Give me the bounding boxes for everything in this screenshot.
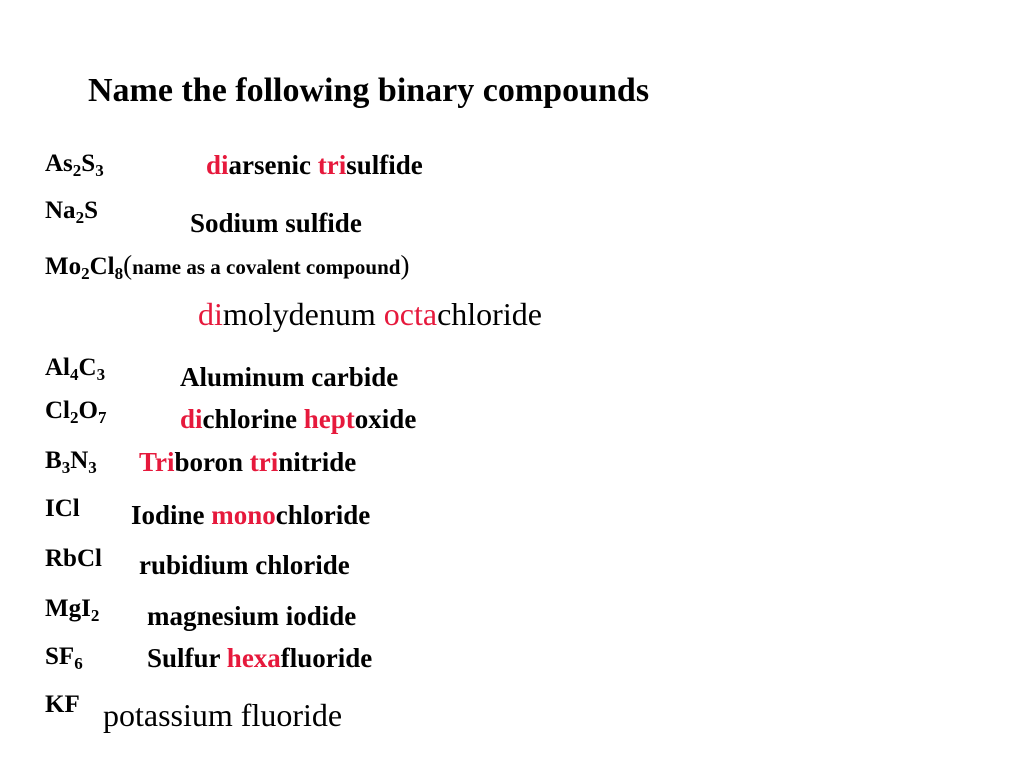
- element-symbol: Al: [45, 354, 70, 381]
- subscript: 2: [90, 606, 100, 625]
- answer-icl: [131, 500, 370, 531]
- formula-mo2cl8-symbol: [45, 253, 124, 283]
- subscript: 3: [88, 458, 97, 477]
- prefix-highlight: tri: [317, 150, 347, 180]
- answer-rbcl: [139, 550, 350, 581]
- element-symbol: Cl: [45, 397, 70, 424]
- formula-kf: [45, 691, 80, 719]
- name-text: chloride: [275, 500, 371, 530]
- subscript: 8: [114, 264, 124, 283]
- prefix-highlight: hept: [303, 404, 355, 434]
- name-text: magnesium iodide: [147, 601, 357, 631]
- answer-mo2cl8: [198, 296, 542, 333]
- prefix-highlight: hexa: [226, 643, 281, 673]
- page-title: Name the following binary compounds: [88, 72, 650, 109]
- element-symbol: Cl: [89, 253, 115, 280]
- element-symbol: N: [70, 447, 89, 474]
- subscript: 6: [74, 654, 83, 673]
- covalent-note: name as a covalent compound: [132, 255, 401, 279]
- formula-mo2cl8: [45, 250, 409, 281]
- answer-mgi2: [147, 601, 356, 632]
- prefix-highlight: tri: [249, 447, 279, 477]
- name-text: Aluminum carbide: [180, 362, 399, 392]
- element-symbol: S: [84, 197, 98, 224]
- answer-b3n3: [139, 447, 356, 478]
- subscript: 3: [95, 161, 104, 180]
- element-symbol: C: [78, 354, 97, 381]
- name-text: boron: [174, 447, 250, 477]
- element-symbol: SF: [45, 643, 75, 670]
- answer-sf6: [147, 643, 372, 674]
- prefix-highlight: octa: [383, 296, 438, 332]
- prefix-highlight: di: [180, 404, 203, 434]
- answer-cl2o7: [180, 404, 416, 435]
- subscript: 2: [72, 161, 82, 180]
- prefix-highlight: Tri: [139, 447, 175, 477]
- name-text: oxide: [354, 404, 417, 434]
- element-symbol: S: [81, 150, 96, 177]
- element-symbol: Na: [45, 197, 76, 224]
- answer-kf: [103, 697, 342, 734]
- subscript: 2: [81, 264, 90, 283]
- element-symbol: ICl: [45, 495, 80, 522]
- prefix-highlight: mono: [211, 500, 276, 530]
- note-open-paren: (: [123, 250, 133, 280]
- subscript: 3: [96, 365, 106, 384]
- prefix-highlight: di: [198, 296, 223, 332]
- name-text: sulfide: [346, 150, 423, 180]
- name-text: molydenum: [222, 296, 384, 332]
- answer-al4c3: [180, 362, 398, 393]
- formula-na2s: [45, 197, 98, 225]
- formula-icl: [45, 495, 80, 523]
- formula-as2s3: [45, 150, 104, 178]
- element-symbol: RbCl: [45, 545, 102, 572]
- element-symbol: MgI: [45, 595, 91, 622]
- name-text: Iodine: [131, 500, 212, 530]
- subscript: 4: [70, 365, 79, 384]
- name-text: nitride: [278, 447, 357, 477]
- formula-cl2o7: [45, 397, 106, 425]
- element-symbol: As: [45, 150, 73, 177]
- element-symbol: Mo: [45, 253, 82, 280]
- element-symbol: B: [45, 447, 62, 474]
- name-text: arsenic: [228, 150, 318, 180]
- subscript: 3: [61, 458, 71, 477]
- element-symbol: KF: [45, 691, 80, 718]
- name-text: Sodium sulfide: [190, 208, 362, 238]
- element-symbol: O: [78, 397, 98, 424]
- name-text: chlorine: [202, 404, 304, 434]
- formula-mgi2: [45, 595, 99, 623]
- prefix-highlight: di: [206, 150, 229, 180]
- answer-na2s: [190, 208, 362, 239]
- name-text: rubidium chloride: [139, 550, 350, 580]
- formula-al4c3: [45, 354, 105, 382]
- subscript: 7: [97, 408, 107, 427]
- name-text: Sulfur: [147, 643, 227, 673]
- formula-sf6: [45, 643, 83, 671]
- name-text: potassium fluoride: [103, 697, 343, 733]
- subscript: 2: [75, 208, 85, 227]
- answer-as2s3: [206, 150, 423, 181]
- formula-rbcl: [45, 545, 102, 573]
- subscript: 2: [70, 408, 79, 427]
- name-text: fluoride: [280, 643, 373, 673]
- note-close-paren: ): [400, 250, 410, 280]
- name-text: chloride: [437, 296, 542, 332]
- formula-b3n3: [45, 447, 97, 475]
